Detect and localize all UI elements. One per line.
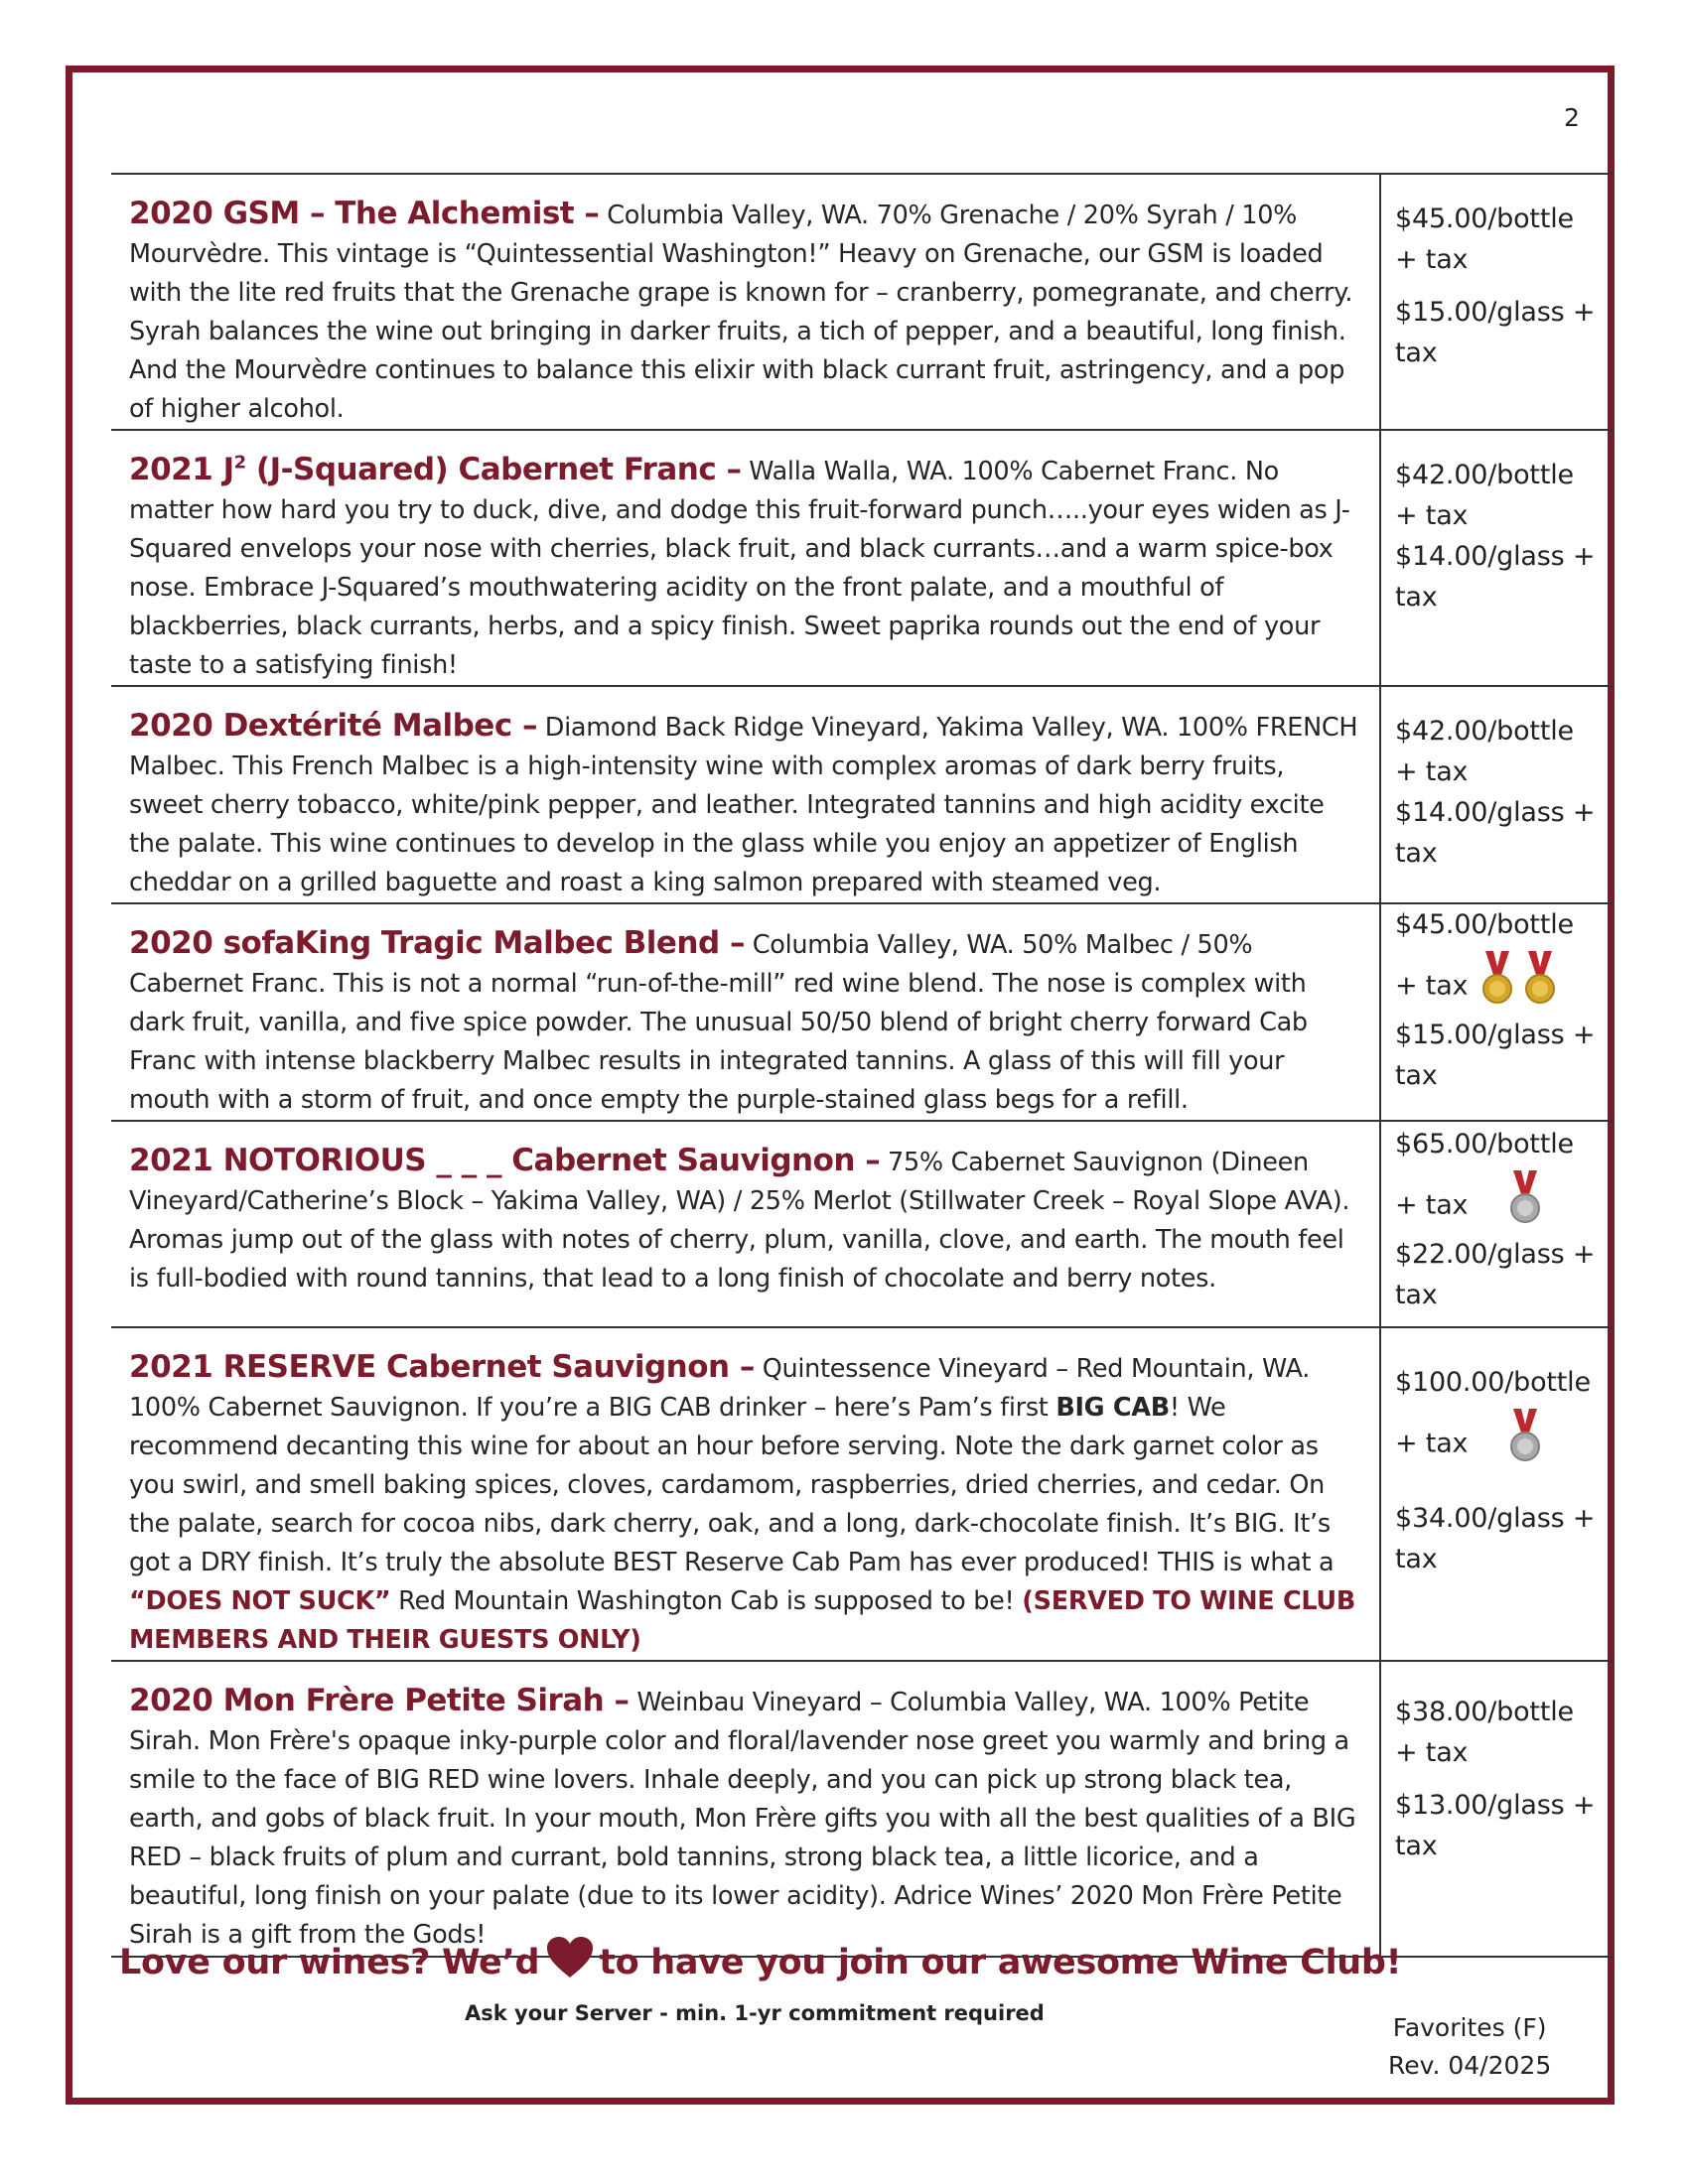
wine-description	[129, 451, 1365, 685]
wine-description	[129, 924, 1365, 1120]
bold-highlight: BIG CAB	[1055, 1393, 1170, 1423]
wine-description-text: Diamond Back Ridge Vineyard, Yakima Valley, WA. 100% FRENCH Malbec. This French Malbec is a high-intensity wine with complex aromas of dark berry fruits, sweet cherry tobacco, white/pink pepper, and leather. Integrated tannins and high acidity excite the palate. This wine continues to develop in the glass while you enjoy an appetizer of English cheddar on a grilled baguette and roast a king salmon prepared with steamed veg.	[129, 713, 1358, 897]
bottle-price: $42.00/bottle	[1395, 716, 1574, 747]
glass-tax: tax	[1395, 1831, 1438, 1861]
revision-date: Rev. 04/2025	[1388, 2051, 1552, 2080]
wine-description-text: Columbia Valley, WA. 70% Grenache / 20% Syrah / 10% Mourvèdre. This vintage is “Quintessential Washington!” Heavy on Grenache, our GSM is loaded with the lite red fruits that the Grenache grape is known for – cranberry, pomegranate, and cherry. Syrah balances the wine out bringing in darker fruits, a tich of pepper, and a beautiful, long finish. And the Mourvèdre continues to balance this elixir with black currant fruit, astringency, and a pop of higher alcohol.	[129, 201, 1353, 424]
bottle-tax: + tax	[1395, 500, 1469, 531]
glass-tax: tax	[1395, 838, 1438, 869]
wine-title: 2020 GSM – The Alchemist –	[129, 196, 600, 231]
wine-club-subtext: Ask your Server - min. 1-yr commitment required	[465, 2001, 1045, 2025]
bottle-tax: + tax	[1395, 1737, 1469, 1768]
wine-price-cell	[1380, 1327, 1613, 1661]
medal-group	[1509, 1409, 1543, 1464]
bottle-price: $45.00/bottle	[1395, 909, 1574, 940]
glass-price: $15.00/glass +	[1395, 297, 1596, 328]
wine-title-superscript: 2	[233, 452, 246, 474]
wine-price-cell	[1380, 1121, 1613, 1327]
bottle-price: $100.00/bottle	[1395, 1367, 1591, 1398]
wine-title: 2020 sofaKing Tragic Malbec Blend –	[129, 925, 745, 961]
glass-tax: tax	[1395, 582, 1438, 613]
promo-text-part: Love our wines? We’d	[119, 1943, 540, 1982]
wine-description-cell	[111, 1327, 1380, 1661]
silver-medal-icon	[1509, 1409, 1541, 1464]
wine-description-text: Columbia Valley, WA. 50% Malbec / 50% Cabernet Franc. This is not a normal “run-of-the-mill” red wine blend. The nose is complex with dark fruit, vanilla, and five spice powder. The unusual 50/50 blend of bright cherry forward Cab Franc with intense blackberry Malbec results in integrated tannins. A glass of this will fill your mouth with a storm of fruit, and once empty the purple-stained glass begs for a refill.	[129, 930, 1308, 1115]
glass-tax: tax	[1395, 338, 1438, 368]
wine-description	[129, 1142, 1365, 1298]
wine-description-text: Quintessence Vineyard – Red Mountain, WA. 100% Cabernet Sauvignon. If you’re a BIG CAB drinker – here’s Pam’s first	[129, 1354, 1311, 1423]
glass-tax: tax	[1395, 1060, 1438, 1091]
wine-row	[111, 174, 1613, 430]
wine-title-part: (J-Squared) Cabernet Franc –	[245, 452, 742, 487]
wine-prices	[1395, 711, 1609, 874]
wine-prices	[1395, 455, 1609, 617]
glass-tax: tax	[1395, 1280, 1438, 1310]
heart-icon	[545, 1936, 595, 1979]
wine-title: 2021 RESERVE Cabernet Sauvignon –	[129, 1349, 755, 1385]
quote-highlight: “DOES NOT SUCK”	[129, 1586, 391, 1616]
bottle-tax: + tax	[1395, 756, 1469, 787]
glass-price: $14.00/glass +	[1395, 797, 1596, 828]
glass-price: $15.00/glass +	[1395, 1020, 1596, 1050]
wine-description-cell	[111, 174, 1380, 430]
wine-description-cell	[111, 1661, 1380, 1957]
bottle-tax-line	[1395, 1178, 1609, 1234]
wine-title	[129, 452, 742, 487]
gold-medal-icon	[1524, 951, 1556, 1007]
bottle-price: $45.00/bottle	[1395, 204, 1574, 234]
wine-row	[111, 686, 1613, 903]
wine-row	[111, 430, 1613, 686]
wine-price-cell	[1380, 686, 1613, 903]
wine-price-cell	[1380, 430, 1613, 686]
glass-price: $22.00/glass +	[1395, 1239, 1596, 1270]
glass-price: $14.00/glass +	[1395, 541, 1596, 572]
bottle-tax-line	[1395, 1417, 1609, 1472]
wine-description-text: 75% Cabernet Sauvignon (Dineen Vineyard/Catherine’s Block – Yakima Valley, WA) / 25% Merlot (Stillwater Creek – Royal Slope AVA). Aromas jump out of the glass with notes of cherry, plum, vanilla, clove, and earth. The mouth feel is full-bodied with round tannins, that lead to a long finish of chocolate and berry notes.	[129, 1148, 1350, 1294]
wine-prices	[1395, 199, 1609, 373]
bottle-tax-line	[1395, 959, 1609, 1015]
wine-description-text: Weinbau Vineyard – Columbia Valley, WA. 100% Petite Sirah. Mon Frère's opaque inky-purple color and floral/lavender nose greet you warmly and bring a smile to the face of BIG RED wine lovers. Inhale deeply, and you can pick up strong black tea, earth, and gobs of black fruit. In your mouth, Mon Frère gifts you with all the best qualities of a BIG RED – black fruits of plum and currant, bold tannins, strong black tea, a little licorice, and a beautiful, long finish on your palate (due to its lower acidity). Adrice Wines’ 2020 Mon Frère Petite Sirah is a gift from the Gods!	[129, 1688, 1356, 1950]
wine-description-text: ! We recommend decanting this wine for about an hour before serving. Note the dark garnet color as you swirl, and smell baking spices, cloves, cardamom, raspberries, dried cherries, and cedar. On the palate, search for cocoa nibs, dark cherry, oak, and a long, dark-chocolate finish. It’s BIG. It’s got a DRY finish. It’s truly the absolute BEST Reserve Cab Pam has ever produced! THIS is what a	[129, 1393, 1335, 1577]
wine-club-promo	[119, 1942, 1401, 1985]
medal-group	[1509, 1170, 1543, 1226]
wine-description-text: Red Mountain Washington Cab is supposed to be!	[390, 1586, 1023, 1616]
bottle-tax: + tax	[1395, 970, 1469, 1002]
wine-title: 2021 NOTORIOUS _ _ _ Cabernet Sauvignon –	[129, 1143, 881, 1178]
wine-row	[111, 1121, 1613, 1327]
wine-description-text: Walla Walla, WA. 100% Cabernet Franc. No matter how hard you try to duck, dive, and dodge this fruit-forward punch…..your eyes widen as J-Squared envelops your nose with cherries, black fruit, and black currants…and a warm spice-box nose. Embrace J-Squared’s mouthwatering acidity on the front palate, and a mouthful of blackberries, black currants, herbs, and a spicy finish. Sweet paprika rounds out the end of your taste to a satisfying finish!	[129, 457, 1350, 680]
wine-description	[129, 1348, 1365, 1660]
medal-group	[1481, 951, 1557, 1007]
bottle-price: $38.00/bottle	[1395, 1697, 1574, 1727]
promo-text-part: to have you join our awesome Wine Club!	[599, 1943, 1402, 1982]
wine-description	[129, 1682, 1365, 1955]
wine-description	[129, 195, 1365, 429]
page-number: 2	[1564, 103, 1580, 132]
wine-club-note: (SERVED TO WINE CLUB MEMBERS AND THEIR GUESTS ONLY)	[129, 1586, 1355, 1655]
wine-prices	[1395, 1124, 1609, 1315]
silver-medal-icon	[1509, 1170, 1541, 1226]
wine-description-cell	[111, 430, 1380, 686]
bottle-tax: + tax	[1395, 244, 1469, 275]
wine-row	[111, 1327, 1613, 1661]
revision-category: Favorites (F)	[1392, 2013, 1547, 2042]
wine-list-table	[111, 173, 1613, 1958]
wine-description-cell	[111, 1121, 1380, 1327]
glass-price: $34.00/glass +	[1395, 1503, 1596, 1534]
wine-row	[111, 903, 1613, 1121]
glass-price: $13.00/glass +	[1395, 1790, 1596, 1821]
wine-price-cell	[1380, 174, 1613, 430]
bottle-tax: + tax	[1395, 1189, 1469, 1221]
bottle-price: $42.00/bottle	[1395, 460, 1574, 490]
wine-title: 2020 Dextérité Malbec –	[129, 708, 537, 744]
wine-prices	[1395, 1362, 1609, 1579]
glass-tax: tax	[1395, 1544, 1438, 1574]
wine-description-cell	[111, 903, 1380, 1121]
wine-title: 2020 Mon Frère Petite Sirah –	[129, 1683, 630, 1718]
wine-price-cell	[1380, 1661, 1613, 1957]
wine-prices	[1395, 1692, 1609, 1866]
wine-prices	[1395, 904, 1609, 1096]
wine-row	[111, 1661, 1613, 1957]
wine-price-cell	[1380, 903, 1613, 1121]
gold-medal-icon	[1481, 951, 1513, 1007]
wine-description	[129, 707, 1365, 902]
bottle-tax: + tax	[1395, 1428, 1469, 1459]
revision-info	[1388, 2009, 1551, 2085]
bottle-price: $65.00/bottle	[1395, 1129, 1574, 1160]
wine-description-cell	[111, 686, 1380, 903]
wine-title-part: 2021 J	[129, 452, 234, 487]
